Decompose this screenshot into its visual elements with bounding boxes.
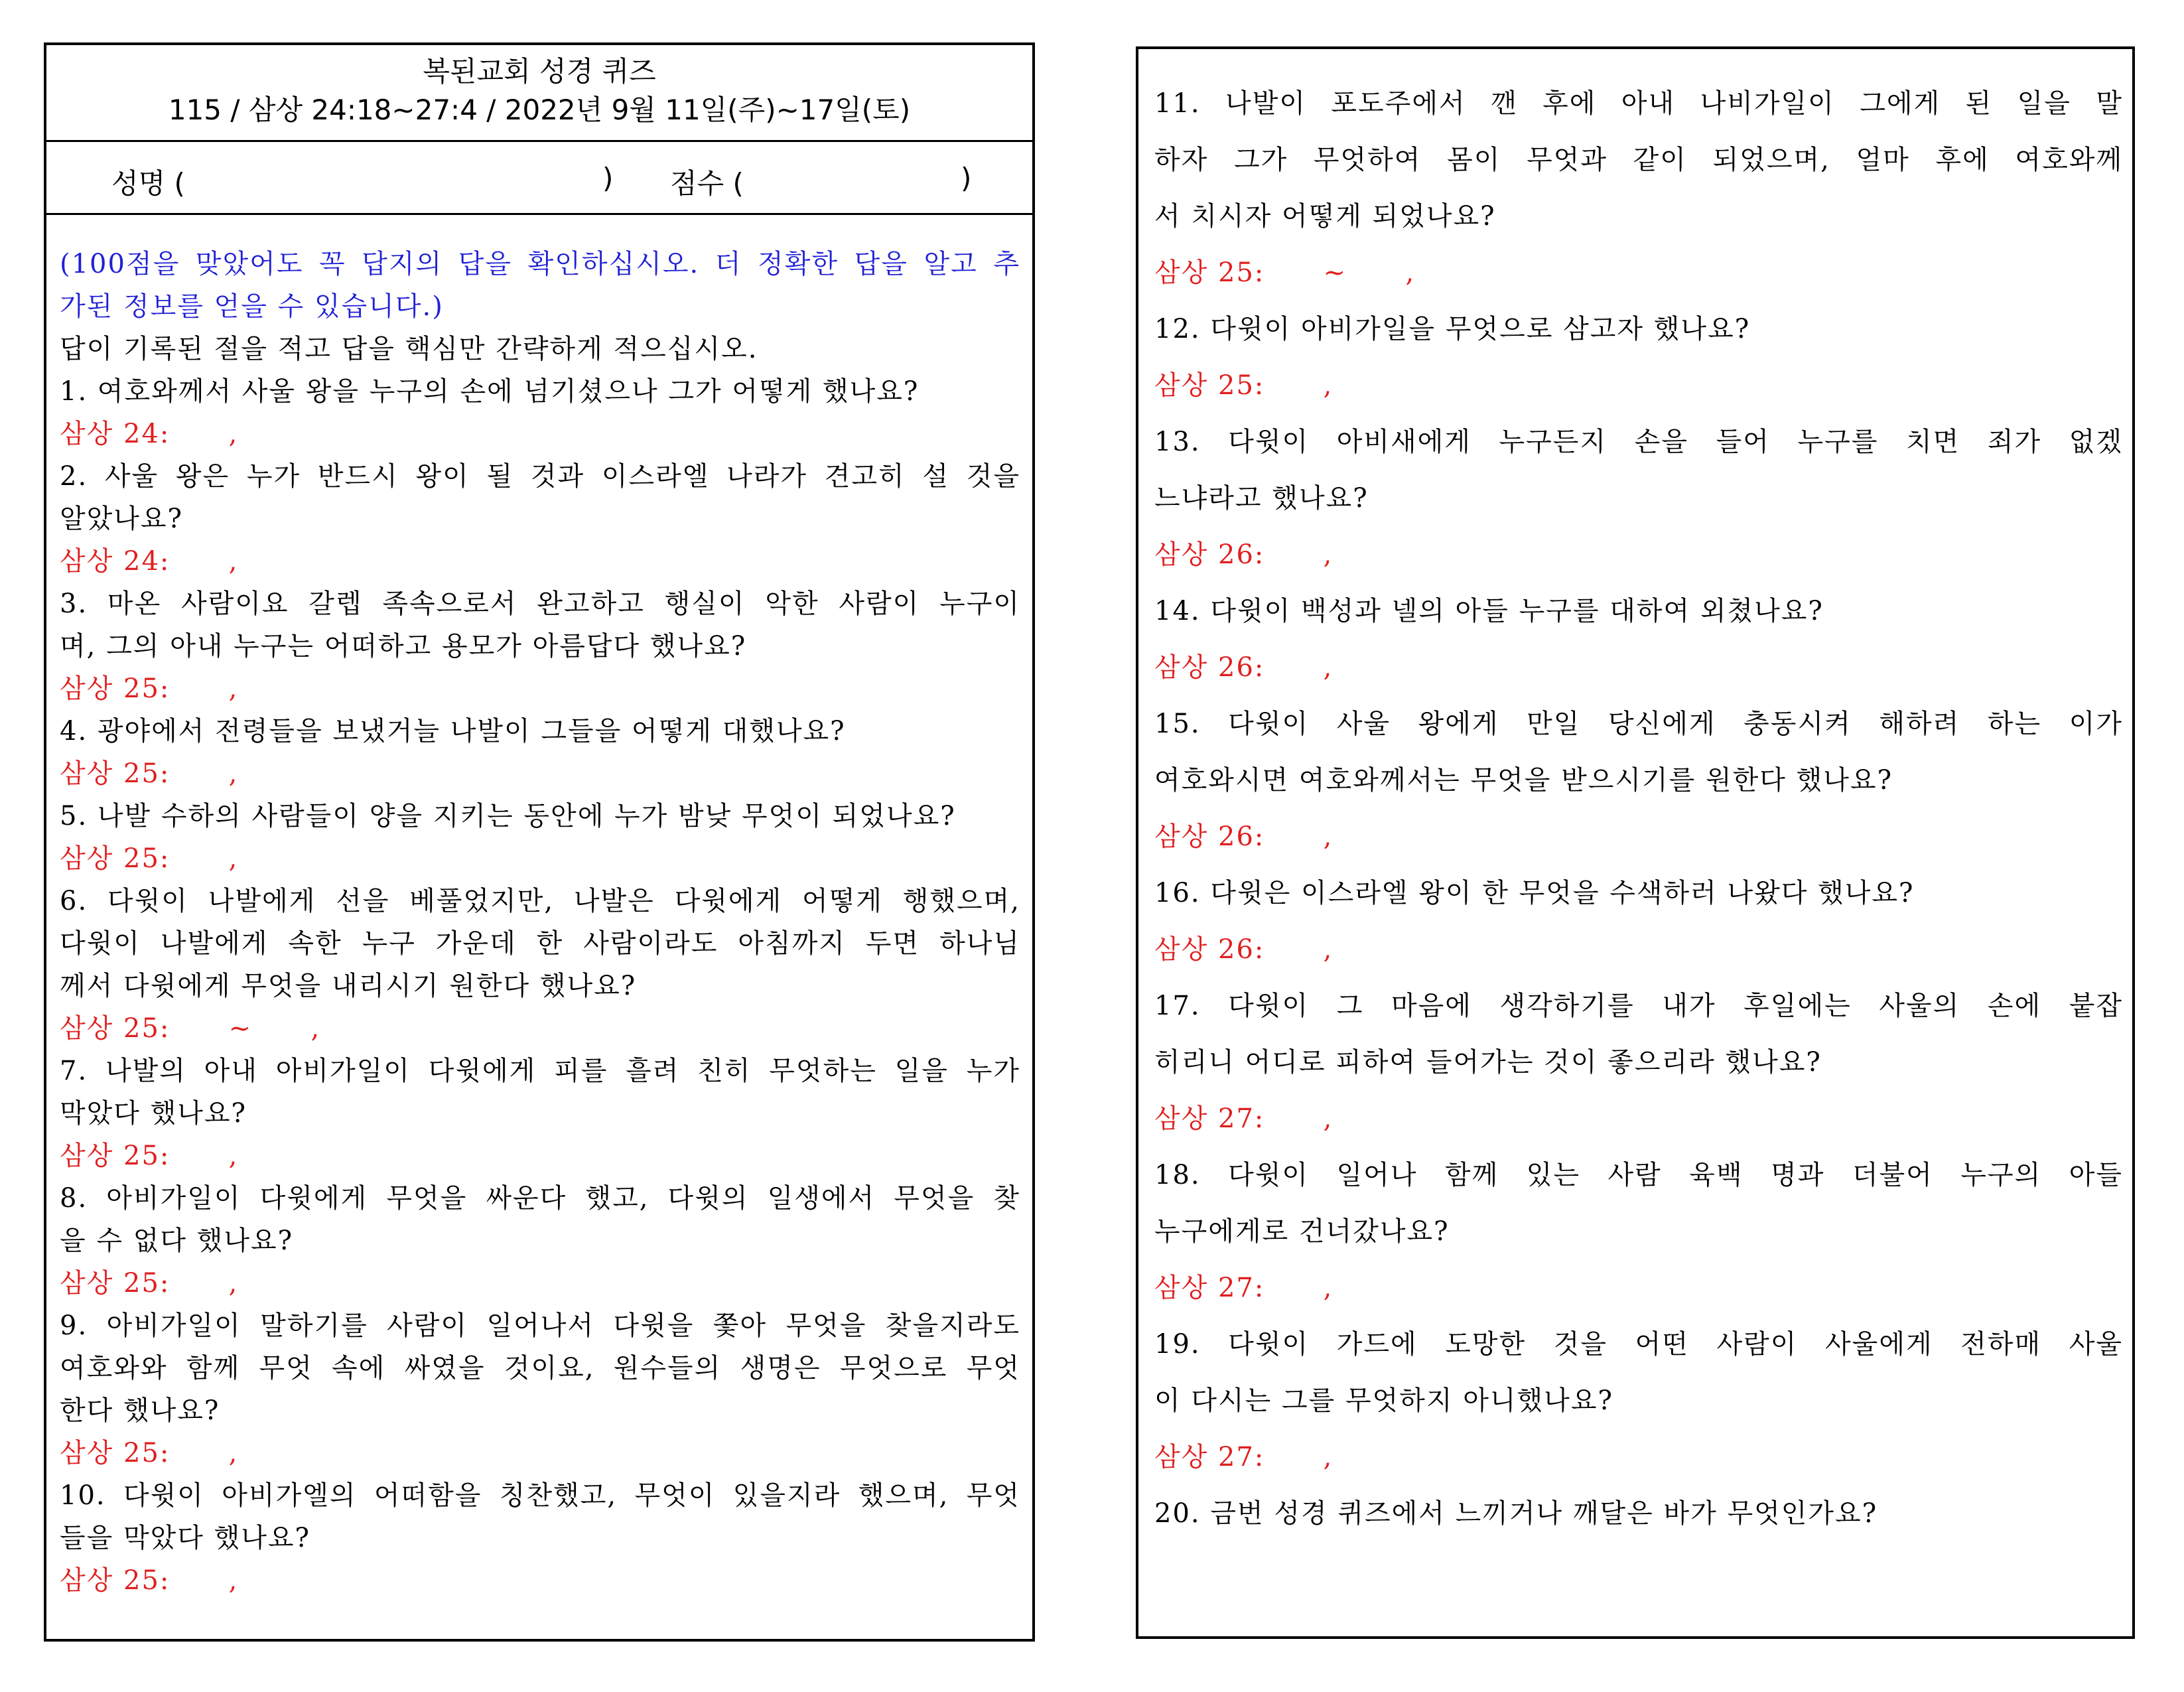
notice-line: 가된 정보를 얻을 수 있습니다.) xyxy=(60,291,444,322)
question-line: 여호와와 함께 무엇 속에 싸였을 것이요, 원수들의 생명은 무엇으로 무엇 xyxy=(60,1353,1020,1383)
left-quiz-panel xyxy=(44,42,1035,1642)
answer-line[interactable]: 삼상 25: , xyxy=(60,1141,239,1171)
answer-line[interactable]: 삼상 27: , xyxy=(1154,1442,1333,1472)
question-item xyxy=(1154,76,2123,301)
question-line: 7. 나발의 아내 아비가일이 다윗에게 피를 흘려 친히 무엇하는 일을 누가 xyxy=(60,1056,1020,1086)
question-item xyxy=(1154,696,2123,865)
question-item xyxy=(60,710,1020,795)
question-line: 4. 광야에서 전령들을 보냈거늘 나발이 그들을 어떻게 대했나요? xyxy=(60,716,846,746)
quiz-title-box xyxy=(46,45,1032,142)
answer-line[interactable]: 삼상 25: , xyxy=(60,1565,239,1596)
question-item xyxy=(1154,1316,2123,1486)
question-line: 느냐라고 했나요? xyxy=(1154,483,1369,514)
question-item xyxy=(60,583,1020,710)
answer-line[interactable]: 삼상 26: , xyxy=(1154,652,1333,683)
question-line: 한다 했나요? xyxy=(60,1395,220,1426)
question-line: 10. 다윗이 아비가엘의 어떠함을 칭찬했고, 무엇이 있을지라 했으며, 무엇 xyxy=(60,1480,1020,1511)
question-item xyxy=(1154,978,2123,1147)
left-question-list xyxy=(60,370,1020,1602)
question-item xyxy=(1154,865,2123,978)
answer-line[interactable]: 삼상 26: , xyxy=(1154,539,1333,570)
answer-line[interactable]: 삼상 27: , xyxy=(1154,1273,1333,1303)
answer-line[interactable]: 삼상 24: , xyxy=(60,546,239,577)
question-line: 8. 아비가일이 다윗에게 무엇을 싸운다 했고, 다윗의 일생에서 무엇을 찾 xyxy=(60,1183,1020,1214)
question-item xyxy=(1154,583,2123,696)
question-item xyxy=(60,1177,1020,1304)
answer-line[interactable]: 삼상 25: , xyxy=(60,1268,239,1299)
question-line: 6. 다윗이 나발에게 선을 베풀었지만, 나발은 다윗에게 어떻게 행했으며, xyxy=(60,886,1020,916)
question-line: 을 수 없다 했나요? xyxy=(60,1226,294,1256)
instruction: 답이 기록된 절을 적고 답을 핵심만 간략하게 적으십시오. xyxy=(60,334,758,364)
question-line: 2. 사울 왕은 누가 반드시 왕이 될 것과 이스라엘 나라가 견고히 설 것을 xyxy=(60,461,1020,492)
question-line: 18. 다윗이 일어나 함께 있는 사람 육백 명과 더불어 누구의 아들 xyxy=(1154,1160,2123,1190)
question-item xyxy=(1154,1147,2123,1316)
question-line: 3. 마온 사람이요 갈렙 족속으로서 완고하고 행실이 악한 사람이 누구이 xyxy=(60,589,1020,619)
question-line: 5. 나발 수하의 사람들이 양을 지키는 동안에 누가 밤낮 무엇이 되었나요? xyxy=(60,801,956,831)
question-line: 11. 나발이 포도주에서 깬 후에 아내 나비가일이 그에게 된 일을 말 xyxy=(1154,88,2123,119)
score-label: 점수 ( xyxy=(670,167,744,200)
question-item xyxy=(1154,301,2123,414)
right-quiz-panel xyxy=(1136,46,2135,1639)
question-item xyxy=(60,795,1020,880)
question-line: 다윗이 나발에게 속한 누구 가운데 한 사람이라도 아침까지 두면 하나님 xyxy=(60,928,1020,959)
question-line: 알았나요? xyxy=(60,504,184,534)
question-line: 1. 여호와께서 사울 왕을 누구의 손에 넘기셨으나 그가 어떻게 했나요? xyxy=(60,376,920,407)
answer-line[interactable]: 삼상 25: ~ , xyxy=(1154,257,1416,288)
answer-line[interactable]: 삼상 25: , xyxy=(60,1438,239,1468)
notice-line: (100점을 맞았어도 꼭 답지의 답을 확인하십시오. 더 정확한 답을 알고 추 xyxy=(60,249,1020,279)
question-line: 들을 막았다 했나요? xyxy=(60,1523,310,1553)
question-line: 서 치시자 어떻게 되었나요? xyxy=(1154,201,1496,232)
answer-line[interactable]: 삼상 26: , xyxy=(1154,934,1333,965)
question-line: 14. 다윗이 백성과 넬의 아들 누구를 대하여 외쳤나요? xyxy=(1154,596,1824,626)
right-content xyxy=(1138,49,2132,1542)
question-line: 히리니 어디로 피하여 들어가는 것이 좋으리라 했나요? xyxy=(1154,1047,1822,1078)
question-line: 여호와시면 여호와께서는 무엇을 받으시기를 원한다 했나요? xyxy=(1154,765,1893,796)
answer-line[interactable]: 삼상 26: , xyxy=(1154,821,1333,852)
question-line: 9. 아비가일이 말하기를 사람이 일어나서 다윗을 쫓아 무엇을 찾을지라도 xyxy=(60,1310,1020,1341)
answer-line[interactable]: 삼상 25: , xyxy=(1154,370,1333,401)
question-line: 17. 다윗이 그 마음에 생각하기를 내가 후일에는 사울의 손에 붙잡 xyxy=(1154,991,2123,1021)
answer-line[interactable]: 삼상 25: , xyxy=(60,673,239,704)
question-item xyxy=(60,370,1020,455)
question-item xyxy=(60,1474,1020,1602)
question-line: 13. 다윗이 아비새에게 누구든지 손을 들어 누구를 치면 죄가 없겠 xyxy=(1154,427,2123,457)
question-line: 막았다 했나요? xyxy=(60,1098,247,1129)
question-item xyxy=(60,880,1020,1050)
name-close: ) xyxy=(602,162,614,194)
question-line: 며, 그의 아내 누구는 어떠하고 용모가 아름답다 했나요? xyxy=(60,631,747,662)
question-line: 누구에게로 건너갔나요? xyxy=(1154,1216,1450,1247)
question-line: 이 다시는 그를 무엇하지 아니했나요? xyxy=(1154,1385,1613,1416)
question-line: 께서 다윗에게 무엇을 내리시기 원한다 했나요? xyxy=(60,971,637,1001)
answer-line[interactable]: 삼상 25: , xyxy=(60,758,239,789)
question-item xyxy=(1154,414,2123,583)
name-score-row xyxy=(46,142,1032,215)
score-close: ) xyxy=(961,162,972,194)
question-item xyxy=(60,455,1020,583)
question-line: 12. 다윗이 아비가일을 무엇으로 삼고자 했나요? xyxy=(1154,314,1751,344)
quiz-subtitle: 115 / 삼상 24:18~27:4 / 2022년 9월 11일(주)~17일(토) xyxy=(168,94,911,126)
question-line: 16. 다윗은 이스라엘 왕이 한 무엇을 수색하러 나왔다 했나요? xyxy=(1154,878,1915,908)
answer-line[interactable]: 삼상 27: , xyxy=(1154,1103,1333,1134)
question-line: 20. 금번 성경 퀴즈에서 느끼거나 깨달은 바가 무엇인가요? xyxy=(1154,1498,1878,1529)
answer-line[interactable]: 삼상 25: ~ , xyxy=(60,1013,321,1044)
answer-line[interactable]: 삼상 24: , xyxy=(60,419,239,449)
quiz-title: 복된교회 성경 퀴즈 xyxy=(423,55,656,88)
question-item xyxy=(60,1304,1020,1474)
name-label: 성명 ( xyxy=(111,167,185,200)
question-line: 하자 그가 무엇하여 몸이 무엇과 같이 되었으며, 얼마 후에 여호와께 xyxy=(1154,145,2123,175)
question-item xyxy=(60,1050,1020,1177)
question-line: 15. 다윗이 사울 왕에게 만일 당신에게 충동시켜 해하려 하는 이가 xyxy=(1154,709,2123,739)
answer-line[interactable]: 삼상 25: , xyxy=(60,843,239,874)
question-item xyxy=(1154,1486,2123,1542)
question-line: 19. 다윗이 가드에 도망한 것을 어떤 사람이 사울에게 전하매 사울 xyxy=(1154,1329,2123,1360)
left-content xyxy=(46,215,1032,1602)
right-question-list xyxy=(1154,76,2123,1542)
